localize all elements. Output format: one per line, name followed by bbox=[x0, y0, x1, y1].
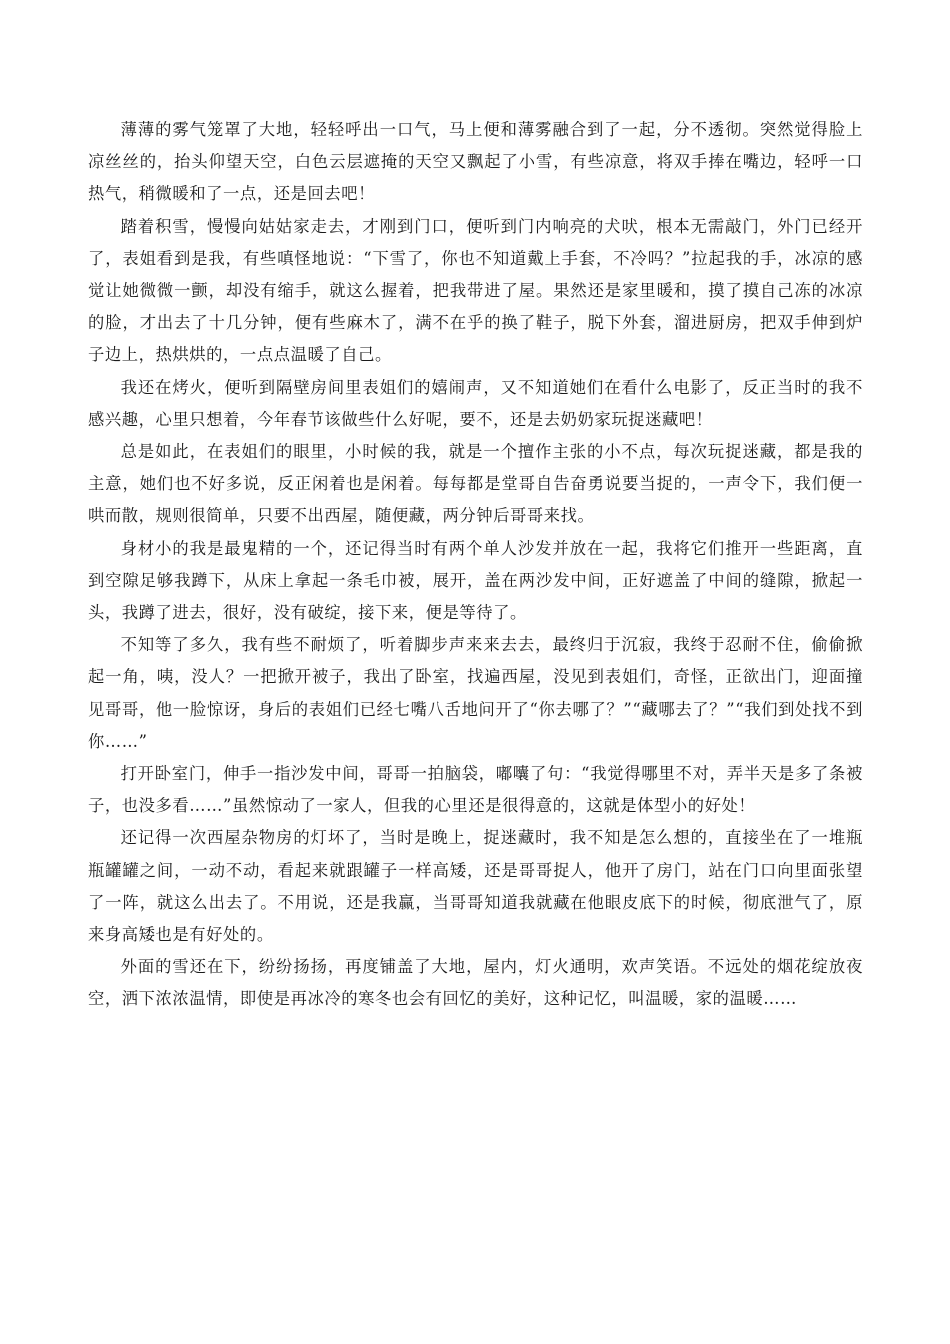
paragraph: 打开卧室门，伸手一指沙发中间，哥哥一拍脑袋，嘟囔了句：“我觉得哪里不对，弄半天是多了条被子，也没多看……”虽然惊动了一家人，但我的心里还是很得意的，这就是体型小的好处！ bbox=[88, 764, 863, 816]
paragraph: 身材小的我是最鬼精的一个，还记得当时有两个单人沙发并放在一起，我将它们推开一些距离，直到空隙足够我蹲下，从床上拿起一条毛巾被，展开，盖在两沙发中间，正好遮盖了中间的缝隙，掀起一头，我蹲了进去，很好，没有破绽，接下来，便是等待了。 bbox=[88, 538, 863, 623]
paragraph: 还记得一次西屋杂物房的灯坏了，当时是晚上，捉迷藏时，我不知是怎么想的，直接坐在了一堆瓶瓶罐罐之间，一动不动，看起来就跟罐子一样高矮，还是哥哥捉人，他开了房门，站在门口向里面张望了一阵，就这么出去了。不用说，还是我赢，当哥哥知道我就藏在他眼皮底下的时候，彻底泄气了，原来身高矮也是有好处的。 bbox=[88, 828, 863, 945]
paragraph: 踏着积雪，慢慢向姑姑家走去，才刚到门口，便听到门内响亮的犬吠，根本无需敲门，外门已经开了，表姐看到是我，有些嗔怪地说：“下雪了，你也不知道戴上手套，不冷吗？”拉起我的手，冰凉的感觉让她微微一颤，却没有缩手，就这么握着，把我带进了屋。果然还是家里暖和，摸了摸自己冻的冰凉的脸，才出去了十几分钟，便有些麻木了，满不在乎的换了鞋子，脱下外套，溜进厨房，把双手伸到炉子边上，热烘烘的，一点点温暖了自己。 bbox=[88, 216, 863, 365]
paragraph: 总是如此，在表姐们的眼里，小时候的我，就是一个擅作主张的小不点，每次玩捉迷藏，都是我的主意，她们也不好多说，反正闲着也是闲着。每每都是堂哥自告奋勇说要当捉的，一声令下，我们便一哄而散，规则很简单，只要不出西屋，随便藏，两分钟后哥哥来找。 bbox=[88, 442, 863, 526]
paragraph: 不知等了多久，我有些不耐烦了，听着脚步声来来去去，最终归于沉寂，我终于忍耐不住，偷偷掀起一角，咦，没人？一把掀开被子，我出了卧室，找遍西屋，没见到表姐们，奇怪，正欲出门，迎面撞见哥哥，他一脸惊讶，身后的表姐们已经七嘴八舌地问开了“你去哪了？”“藏哪去了？”“我们到处找不到你……” bbox=[88, 635, 863, 751]
article-body bbox=[88, 114, 863, 1016]
paragraph: 薄薄的雾气笼罩了大地，轻轻呼出一口气，马上便和薄雾融合到了一起，分不透彻。突然觉得脸上凉丝丝的，抬头仰望天空，白色云层遮掩的天空又飘起了小雪，有些凉意，将双手捧在嘴边，轻呼一口热气，稍微暖和了一点，还是回去吧！ bbox=[88, 120, 863, 204]
paragraph: 我还在烤火，便听到隔壁房间里表姐们的嬉闹声，又不知道她们在看什么电影了，反正当时的我不感兴趣，心里只想着，今年春节该做些什么好呢，要不，还是去奶奶家玩捉迷藏吧！ bbox=[88, 377, 863, 429]
paragraph: 外面的雪还在下，纷纷扬扬，再度铺盖了大地，屋内，灯火通明，欢声笑语。不远处的烟花绽放夜空，洒下浓浓温情，即使是再冰冷的寒冬也会有回忆的美好，这种记忆，叫温暖，家的温暖…… bbox=[88, 957, 863, 1009]
